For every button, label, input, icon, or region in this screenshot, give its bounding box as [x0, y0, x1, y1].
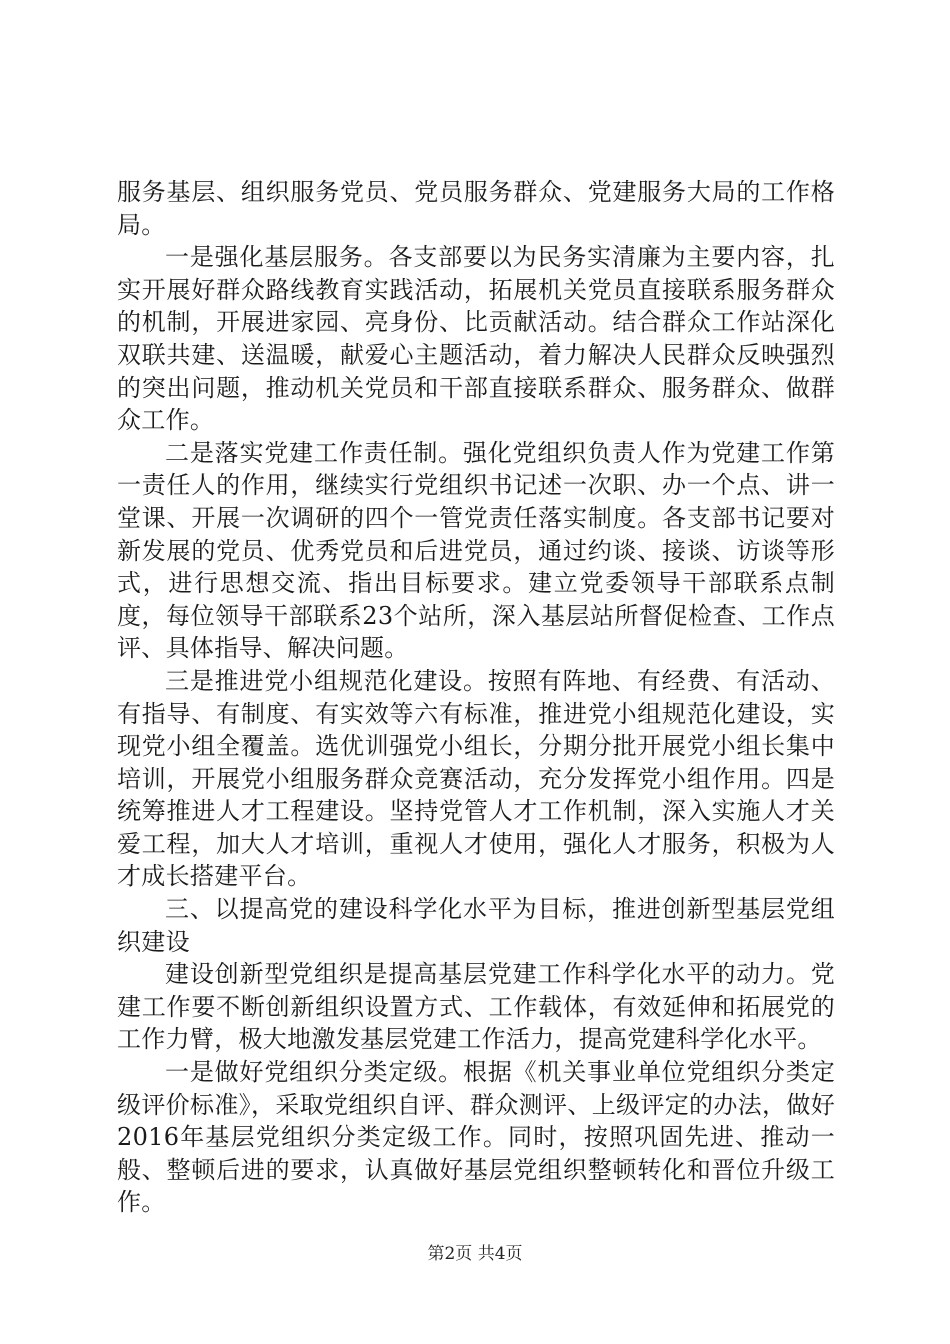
page-number-footer: 第2页 共4页: [427, 1244, 523, 1264]
paragraph-innovative-organization: 建设创新型党组织是提高基层党建工作科学化水平的动力。党建工作要不断创新组织设置方式、工作载体，有效延伸和拓展党的工作力臂，极大地激发基层党建工作活力，提高党建科学化水平。: [117, 960, 835, 1054]
document-body: [117, 176, 835, 1219]
paragraph-party-group-standardization: 三是推进党小组规范化建设。按照有阵地、有经费、有活动、有指导、有制度、有实效等六有标准，推进党小组规范化建设，实现党小组全覆盖。选优训强党小组长，分期分批开展党小组长集中培训，开展党小组服务群众竞赛活动，充分发挥党小组作用。四是统筹推进人才工程建设。坚持党管人才工作机制，深入实施人才关爱工程，加大人才培训，重视人才使用，强化人才服务，积极为人才成长搭建平台。: [117, 666, 835, 891]
paragraph-classification-rating: 一是做好党组织分类定级。根据《机关事业单位党组织分类定级评价标准》，采取党组织自评、群众测评、上级评定的办法，做好2016年基层党组织分类定级工作。同时，按照巩固先进、推动一般、整顿后进的要求，认真做好基层党组织整顿转化和晋位升级工作。: [117, 1058, 835, 1217]
paragraph-responsibility-system: 二是落实党建工作责任制。强化党组织负责人作为党建工作第一责任人的作用，继续实行党组织书记述一次职、办一个点、讲一堂课、开展一次调研的四个一管党责任落实制度。各支部书记要对新发展的党员、优秀党员和后进党员，通过约谈、接谈、访谈等形式，进行思想交流、指出目标要求。建立党委领导干部联系点制度，每位领导干部联系23个站所，深入基层站所督促检查、工作点评、具体指导、解决问题。: [117, 438, 835, 663]
paragraph-continuation: 服务基层、组织服务党员、党员服务群众、党建服务大局的工作格局。: [117, 178, 835, 239]
paragraph-grassroots-service: 一是强化基层服务。各支部要以为民务实清廉为主要内容，扎实开展好群众路线教育实践活动，拓展机关党员直接联系服务群众的机制，开展进家园、亮身份、比贡献活动。结合群众工作站深化双联共建、送温暖，献爱心主题活动，着力解决人民群众反映强烈的突出问题，推动机关党员和干部直接联系群众、服务群众、做群众工作。: [117, 243, 835, 435]
section-heading-three: 三、以提高党的建设科学化水平为目标，推进创新型基层党组织建设: [117, 895, 835, 956]
